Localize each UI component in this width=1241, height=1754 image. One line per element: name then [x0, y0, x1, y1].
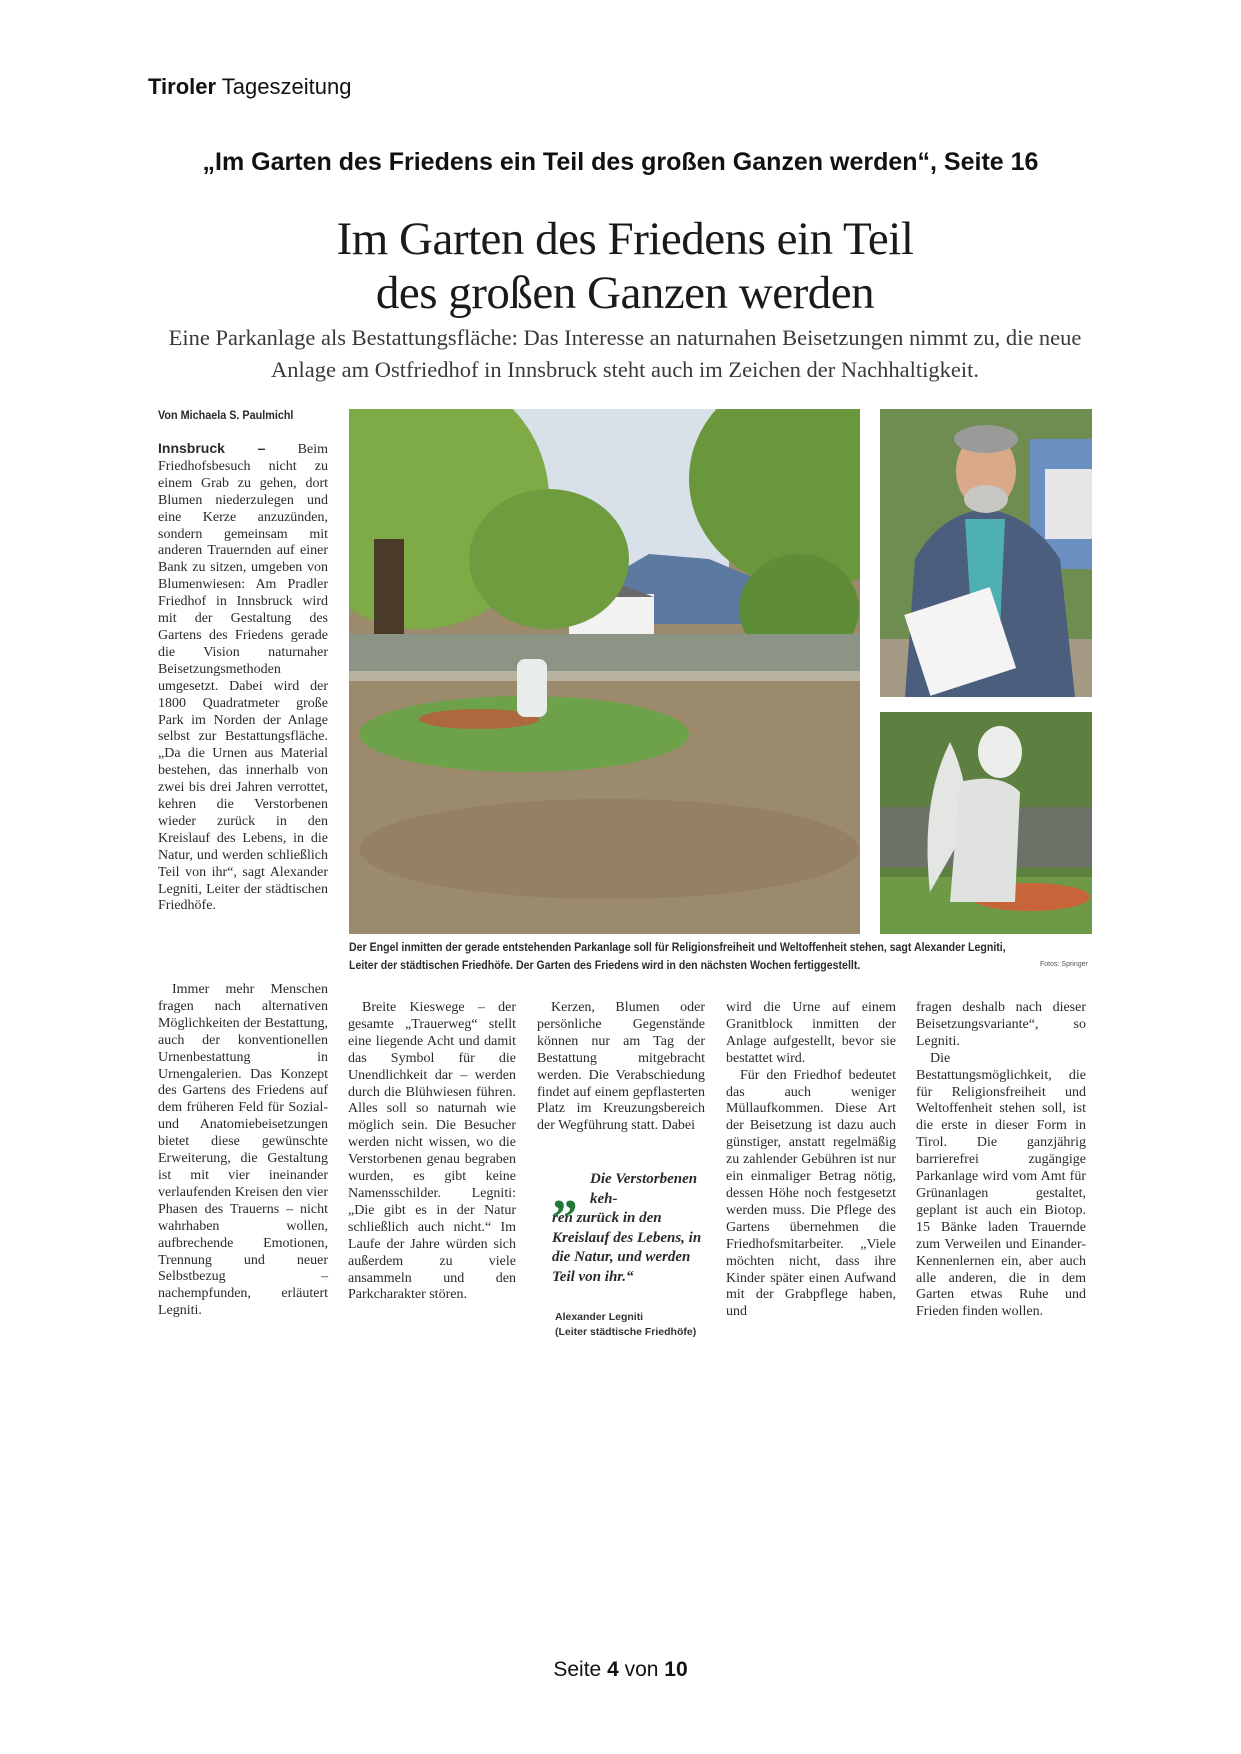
- article-subhead: Eine Parkanlage als Bestattungsfläche: Das Interesse an naturnahen Beisetzungen nimmt zu, die neue Anlage am Ostfriedhof in Innsbruck steht auch im Zeichen der Nachhaltigkeit.: [168, 325, 1082, 382]
- photo-park-angel: [349, 409, 860, 934]
- pull-quote-rest: ren zurück in den Kreislauf des Lebens, in die Natur, und werden Teil von ihr.“: [552, 1210, 702, 1285]
- article-paragraph: Breite Kieswege – der gesamte „Trauerweg“ stellt eine liegende Acht und damit das Symbol für die Unendlichkeit dar – werden durch die Blühwiesen führen. Alles soll so naturnah wie möglich sein. Die Besucher werden nicht wissen, wo die Verstorbenen genau begraben wurden, es gibt keine Namensschilder. Legniti: „Die gibt es in der Natur schließlich auch nicht.“ Im Laufe der Jahre würden sich außerdem zu viele ansammeln und den Parkcharakter stören.: [348, 1000, 516, 1303]
- publication-name: [148, 74, 351, 100]
- article-column-1: [158, 440, 328, 915]
- page-current: 4: [607, 1658, 619, 1681]
- angel-head: [978, 726, 1022, 778]
- building-panel: [1045, 469, 1092, 539]
- angel-body: [950, 779, 1020, 902]
- article-paragraph: Die Bestattungsmöglichkeit, die für Religionsfreiheit und Weltoffenheit stehen soll, ist die erste in dieser Form in Tirol. Die ganzjährig barrierefrei zugängige Parkanlage wird vom Amt für Grünanlagen gestaltet, geplant ist auch ein Biotop. 15 Bänke laden Trauernde zum Verweilen und Einander-Kennenlernen ein, aber auch alle anderen, die in dem Garten etwas Ruhe und Frieden finden wollen.: [916, 1050, 1086, 1320]
- path: [349, 671, 860, 681]
- publication-name-regular: Tageszeitung: [216, 74, 352, 99]
- headline-line-2: des großen Ganzen werden: [375, 267, 875, 319]
- document-title: „Im Garten des Friedens ein Teil des großen Ganzen werden“, Seite 16: [202, 148, 1039, 176]
- article-column-2: [348, 1000, 516, 1304]
- hair: [954, 425, 1018, 453]
- dateline: Innsbruck –: [158, 440, 266, 456]
- article-column-1-bottom: [158, 982, 328, 1320]
- pull-quote-author: Alexander Legniti: [555, 1311, 644, 1323]
- article-column-4: [726, 1000, 896, 1321]
- portrait-illustration: [880, 409, 1092, 697]
- page-label: Seite: [553, 1658, 608, 1681]
- tree-middle: [469, 489, 629, 629]
- article-paragraph: Für den Friedhof bedeutet das auch weniger Müllaufkommen. Diese Art der Beisetzung ist dazu auch günstiger, anstatt regelmäßig zu zahlender Gebühren ist nur ein einmaliger Betrag nötig, dessen Höhe noch festgesetzt werden muss. Die Pflege des Gartens übernehmen die Friedhofsmitarbeiter. „Viele möchten nicht, dass ihre Kinder später einen Aufwand mit der Grabpflege haben, und: [726, 1067, 896, 1320]
- article-byline: Von Michaela S. Paulmichl: [158, 408, 294, 422]
- article-paragraph: Kerzen, Blumen oder persönliche Gegenstände können nur am Tag der Bestattung mitgebracht werden. Die Verabschiedung findet auf einem gepflasterten Platz im Kreuzungsbereich der Wegführung statt. Dabei: [537, 1000, 705, 1134]
- article-column-5: [916, 1000, 1086, 1321]
- park-scene-illustration: [349, 409, 860, 934]
- pull-quote-first-line: Die Verstorbenen keh-: [590, 1171, 698, 1207]
- pull-quote-attribution: [555, 1310, 696, 1340]
- beard: [964, 485, 1008, 513]
- pull-quote: [552, 1163, 712, 1287]
- photo-caption: Der Engel inmitten der gerade entstehenden Parkanlage soll für Religionsfreiheit und Weltoffenheit stehen, sagt Alexander Legniti, Leiter der städtischen Friedhöfe. Der Garten des Friedens wird in den nächsten Wochen fertiggestellt.: [349, 942, 1006, 972]
- quote-mark-icon: „: [552, 1163, 578, 1220]
- page-total: 10: [664, 1658, 688, 1681]
- article-headline: [160, 212, 1090, 320]
- angel-statue: [517, 659, 547, 717]
- page-number: [0, 1658, 1241, 1682]
- pull-quote-author-role: (Leiter städtische Friedhöfe): [555, 1326, 697, 1338]
- paragraph-text: Beim Friedhofsbesuch nicht zu einem Grab zu gehen, dort Blumen niederzulegen und eine Kerze anzuzünden, sondern gemeinsam mit anderen Trauernden auf einer Bank zu sitzen, umgeben von Blumenwiesen: Am Pradler Friedhof in Innsbruck wird mit der Gestaltung des Gartens des Friedens gerade die Vision naturnaher Beisetzungsmethoden umgesetzt. Dabei wird der 1800 Quadratmeter große Park im Norden der Anlage selbst zur Bestattungsfläche. „Da die Urnen aus Material bestehen, das innerhalb von zwei bis drei Jahren verrottet, kehren die Verstorbenen wieder zurück in den Kreislauf des Lebens, in die Natur, und werden schließlich Teil von ihr“, sagt Alexander Legniti, Leiter der städtischen Friedhöfe.: [158, 442, 328, 914]
- graves-row: [349, 634, 860, 674]
- photo-credit: Fotos: Springer: [1040, 961, 1088, 968]
- article-paragraph: Immer mehr Menschen fragen nach alternativen Möglichkeiten der Bestattung, auch der konventionellen Urnenbestattung in Urnengalerien. Das Konzept des Gartens des Friedens auf dem früheren Feld für Sozial- und Anatomiebeisetzungen bietet diese gewünschte Erweiterung, die Gestaltung ist mit vier ineinander verlaufenden Kreisen den vier Phasen des Trauerns – nicht wahrhaben wollen, aufbrechende Emotionen, Trennung und neuer Selbstbezug – nachempfunden, erläutert Legniti.: [158, 982, 328, 1319]
- shadow: [359, 799, 859, 899]
- page-of: von: [618, 1658, 665, 1681]
- photo-portrait-legniti: [880, 409, 1092, 697]
- article-column-3: [537, 1000, 705, 1135]
- article-paragraph: wird die Urne auf einem Granitblock inmitten der Anlage aufgestellt, bevor sie bestattet wird.: [726, 1000, 896, 1066]
- publication-name-bold: Tiroler: [148, 74, 217, 99]
- article-paragraph: fragen deshalb nach dieser Beisetzungsvariante“, so Legniti.: [916, 1000, 1086, 1049]
- headline-line-1: Im Garten des Friedens ein Teil: [336, 213, 914, 265]
- angel-illustration: [880, 712, 1092, 934]
- photo-angel-statue: [880, 712, 1092, 934]
- article-paragraph: [158, 440, 328, 915]
